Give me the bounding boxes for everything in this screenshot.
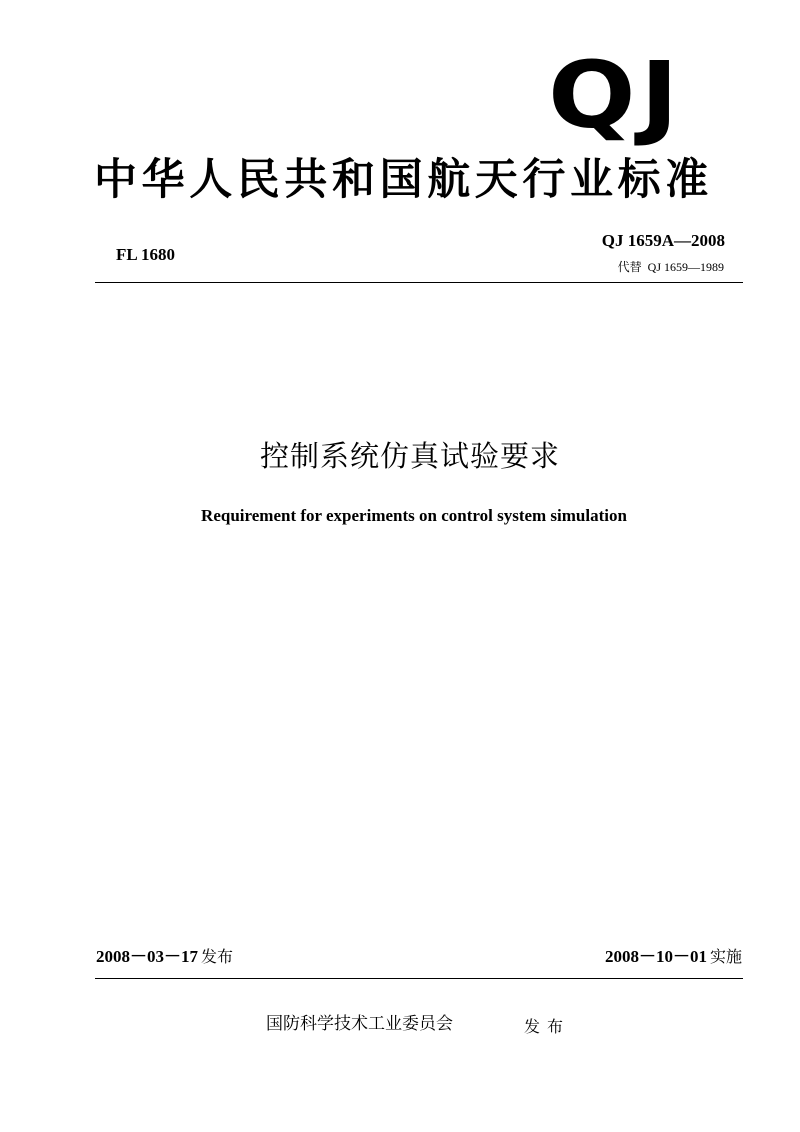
- implementation-date-line: [605, 945, 742, 969]
- replaces-line: [618, 258, 724, 276]
- document-title-english: Requirement for experiments on control system simulation: [201, 506, 627, 525]
- qj-logo: QJ: [548, 42, 683, 149]
- publisher-name: 国防科学技术工业委员会: [266, 1014, 453, 1034]
- issue-date-line: [96, 945, 233, 969]
- classification-code: FL 1680: [116, 245, 176, 264]
- standard-category-title: 中华人民共和国航天行业标准: [94, 155, 713, 205]
- footer-divider: [95, 978, 743, 979]
- standard-number: QJ 1659A—2008: [601, 231, 725, 250]
- implementation-date: 2008－10－01: [604, 947, 707, 966]
- issue-label: 发布: [201, 947, 234, 966]
- replaces-label: 代替: [617, 260, 642, 274]
- publish-action: 发布: [524, 1017, 571, 1036]
- issue-date: 2008－03－17: [96, 947, 198, 966]
- replaces-number: QJ 1659—1989: [647, 260, 724, 274]
- header-divider: [95, 282, 743, 283]
- document-title-chinese: 控制系统仿真试验要求: [259, 439, 560, 473]
- implementation-label: 实施: [709, 947, 742, 966]
